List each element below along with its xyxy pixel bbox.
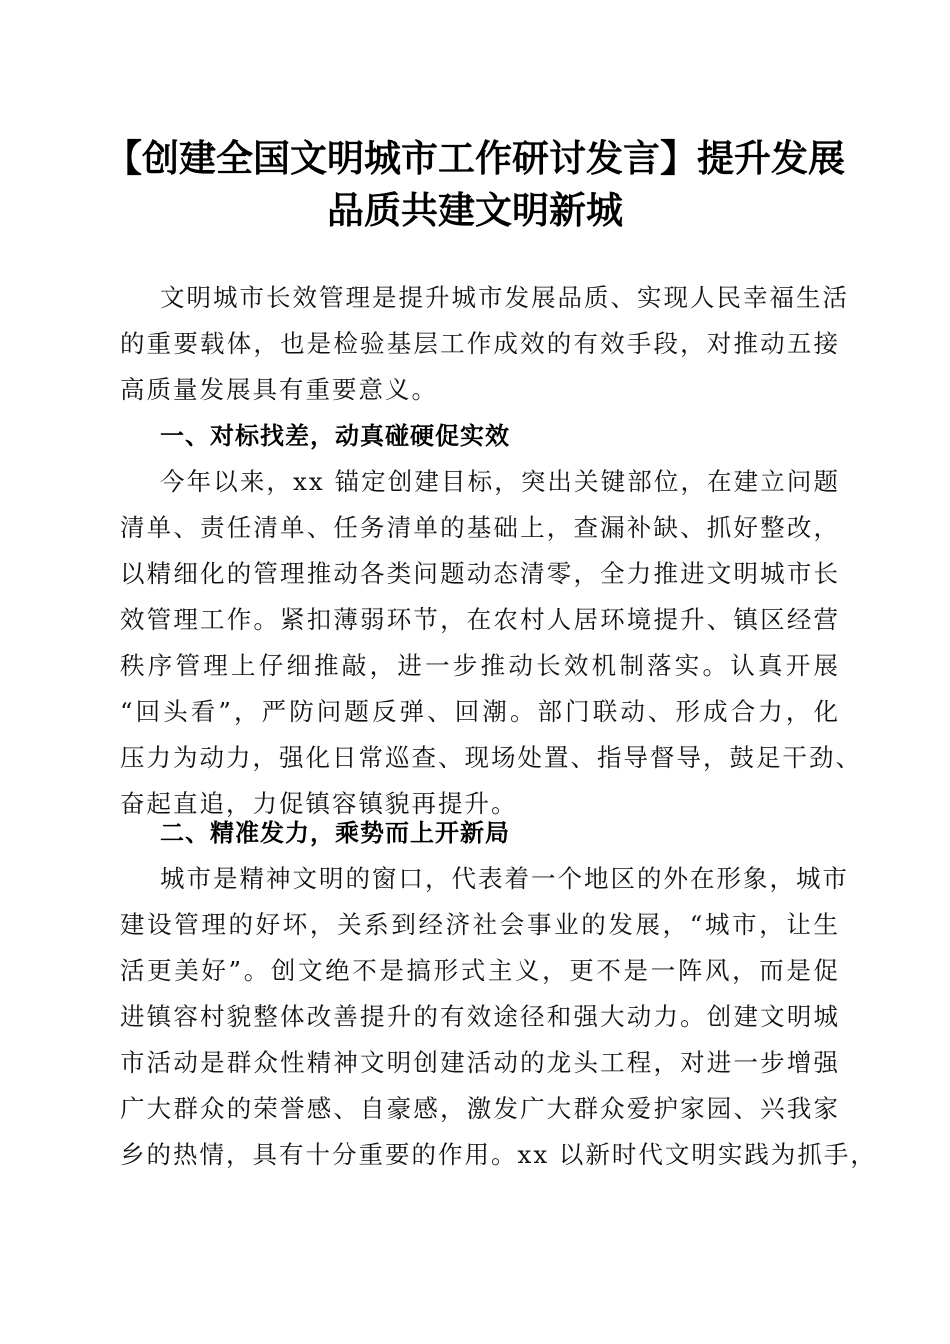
paragraph-line: 市活动是群众性精神文明创建活动的龙头工程，对进一步增强 <box>120 1048 840 1077</box>
paragraph-line: 城市是精神文明的窗口，代表着一个地区的外在形象，城市 <box>160 864 849 893</box>
paragraph-line: 进镇容村貌整体改善提升的有效途径和强大动力。创建文明城 <box>120 1002 840 1031</box>
paragraph-line: 广大群众的荣誉感、自豪感，激发广大群众爱护家园、兴我家 <box>120 1094 840 1123</box>
paragraph-section-1 <box>120 459 862 827</box>
paragraph-line: 建设管理的好坏，关系到经济社会事业的发展，“城市，让生 <box>120 910 840 939</box>
paragraph-line: 的重要载体，也是检验基层工作成效的有效手段，对推动五接 <box>120 329 840 358</box>
paragraph-line: 秩序管理上仔细推敲，进一步推动长效机制落实。认真开展 <box>120 651 840 680</box>
paragraph-intro <box>120 275 849 413</box>
paragraph-line: 奋起直追，力促镇容镇貌再提升。 <box>120 789 518 818</box>
paragraph-line: 文明城市长效管理是提升城市发展品质、实现人民幸福生活 <box>160 283 849 312</box>
document-title-line-1: 【创建全国文明城市工作研讨发言】提升发展 <box>105 136 845 180</box>
paragraph-line: 乡的热情，具有十分重要的作用。xx 以新时代文明实践为抓手， <box>120 1140 877 1169</box>
paragraph-section-2 <box>120 856 877 1178</box>
paragraph-line: 清单、责任清单、任务清单的基础上，查漏补缺、抓好整改， <box>120 513 840 542</box>
paragraph-line: 活更美好”。创文绝不是搞形式主义，更不是一阵风，而是促 <box>120 956 840 985</box>
paragraph-line: 高质量发展具有重要意义。 <box>120 375 438 404</box>
paragraph-line: “回头看”，严防问题反弹、回潮。部门联动、形成合力，化 <box>120 697 840 726</box>
section-heading-2: 二、精准发力，乘势而上开新局 <box>160 819 510 847</box>
section-heading-1: 一、对标找差，动真碰硬促实效 <box>160 422 510 450</box>
paragraph-line: 以精细化的管理推动各类问题动态清零，全力推进文明城市长 <box>120 559 840 588</box>
paragraph-line: 效管理工作。紧扣薄弱环节，在农村人居环境提升、镇区经营 <box>120 605 840 634</box>
document-title-line-2: 品质共建文明新城 <box>327 188 623 232</box>
paragraph-line: 压力为动力，强化日常巡查、现场处置、指导督导，鼓足干劲、 <box>120 743 862 772</box>
paragraph-line: 今年以来，xx 锚定创建目标，突出关键部位，在建立问题 <box>160 467 840 496</box>
